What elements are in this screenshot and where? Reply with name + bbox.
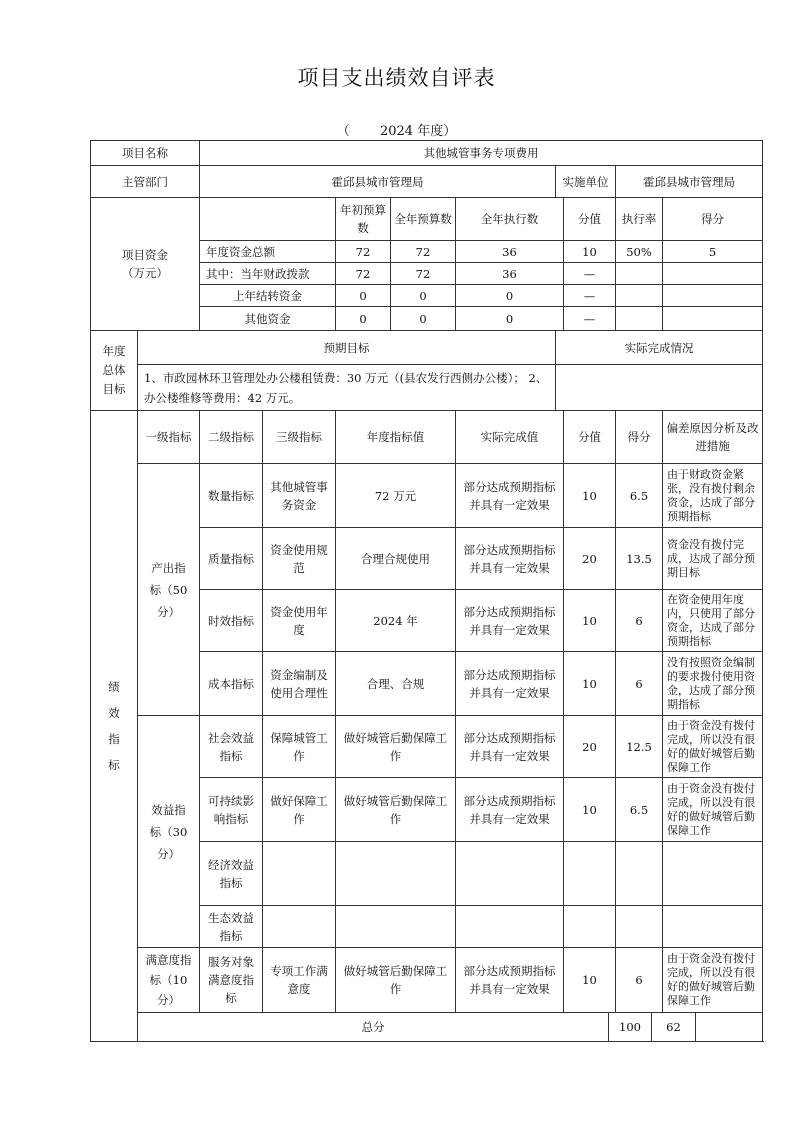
funds-row-annual: 72 <box>391 241 456 263</box>
funds-row-name: 其他资金 <box>200 307 336 331</box>
goals-label: 年度总体目标 <box>91 331 138 411</box>
funds-row-score-value: — <box>564 285 616 307</box>
dept-label: 主管部门 <box>91 166 200 198</box>
total-reason <box>696 1013 763 1042</box>
perf-reason <box>663 906 763 948</box>
perf-score: 6.5 <box>616 464 663 528</box>
funds-row-initial: 72 <box>336 263 391 285</box>
perf-level2: 数量指标 <box>200 464 263 528</box>
perf-level3: 保障城管工作 <box>263 716 336 778</box>
perf-actual: 部分达成预期指标并具有一定效果 <box>456 528 564 590</box>
perf-score: 6 <box>616 652 663 716</box>
perf-reason: 由于财政资金紧张，没有拨付剩余资金，达成了部分预期指标 <box>663 464 763 528</box>
perf-reason: 由于资金没有拨付完成，所以没有很好的做好城管后勤保障工作 <box>663 778 763 842</box>
perf-level3: 资金编制及使用合理性 <box>263 652 336 716</box>
funds-row-score <box>663 307 763 331</box>
goals-content-row <box>91 365 763 411</box>
perf-score: 6 <box>616 948 663 1013</box>
funds-row-exec: 0 <box>456 285 564 307</box>
perf-level3: 其他城管事务资金 <box>263 464 336 528</box>
perf-actual <box>456 842 564 906</box>
evaluation-table <box>90 140 763 1042</box>
funds-row-annual: 0 <box>391 307 456 331</box>
year-line <box>0 120 793 139</box>
perf-score <box>616 842 663 906</box>
perf-value: 20 <box>564 528 616 590</box>
funds-row-initial: 72 <box>336 241 391 263</box>
perf-level3: 做好保障工作 <box>263 778 336 842</box>
perf-row <box>91 716 763 778</box>
perf-level2: 可持续影响指标 <box>200 778 263 842</box>
perf-level3 <box>263 842 336 906</box>
funds-header-annual: 全年预算数 <box>391 198 456 241</box>
perf-actual: 部分达成预期指标并具有一定效果 <box>456 948 564 1013</box>
perf-value <box>564 906 616 948</box>
page-title: 项目支出绩效自评表 <box>297 66 496 90</box>
perf-level2: 服务对象满意度指标 <box>200 948 263 1013</box>
perf-header-score: 得分 <box>616 411 663 464</box>
perf-level2: 经济效益指标 <box>200 842 263 906</box>
funds-row-rate <box>616 307 663 331</box>
perf-target <box>336 906 456 948</box>
perf-target: 做好城管后勤保障工作 <box>336 778 456 842</box>
perf-target: 2024 年 <box>336 590 456 652</box>
perf-header-actual: 实际完成值 <box>456 411 564 464</box>
year-open-paren: （ <box>336 124 350 139</box>
funds-header-row <box>91 198 763 241</box>
funds-row-exec: 36 <box>456 241 564 263</box>
dept-value: 霍邱县城市管理局 <box>200 166 556 198</box>
perf-actual: 部分达成预期指标并具有一定效果 <box>456 464 564 528</box>
funds-header-rate: 执行率 <box>616 198 663 241</box>
perf-row <box>91 948 763 1013</box>
goals-expected-text: 1、市政园林环卫管理处办公楼租赁费：30 万元（(县农发行西侧办公楼）； 2、办公楼维修等费用：42 万元。 <box>138 365 556 411</box>
perf-group-name: 产出指标（50 分） <box>138 464 200 716</box>
funds-row-rate <box>616 285 663 307</box>
perf-reason: 由于资金没有拨付完成，所以没有很好的做好城管后勤保障工作 <box>663 716 763 778</box>
perf-header-level1: 一级指标 <box>138 411 200 464</box>
perf-level2: 生态效益指标 <box>200 906 263 948</box>
total-row <box>91 1013 763 1042</box>
perf-target: 做好城管后勤保障工作 <box>336 948 456 1013</box>
perf-level3: 资金使用规范 <box>263 528 336 590</box>
perf-actual: 部分达成预期指标并具有一定效果 <box>456 652 564 716</box>
project-name-label: 项目名称 <box>91 141 200 166</box>
perf-header-reason: 偏差原因分析及改进措施 <box>663 411 763 464</box>
perf-reason: 没有按照资金编制的要求拨付使用资金，达成了部分预期指标 <box>663 652 763 716</box>
perf-header-target: 年度指标值 <box>336 411 456 464</box>
funds-row-rate <box>616 263 663 285</box>
perf-header-level3: 三级指标 <box>263 411 336 464</box>
perf-value: 10 <box>564 652 616 716</box>
funds-header-exec: 全年执行数 <box>456 198 564 241</box>
perf-target: 72 万元 <box>336 464 456 528</box>
perf-actual: 部分达成预期指标并具有一定效果 <box>456 778 564 842</box>
perf-header-value: 分值 <box>564 411 616 464</box>
perf-header-row <box>91 411 763 464</box>
perf-label: 绩效指标 <box>91 411 138 1042</box>
perf-level3: 资金使用年度 <box>263 590 336 652</box>
total-label: 总分 <box>138 1013 609 1042</box>
perf-reason <box>663 842 763 906</box>
funds-label: 项目资金（万元） <box>91 198 200 331</box>
goals-actual-text <box>556 365 763 411</box>
funds-row-score <box>663 263 763 285</box>
perf-reason: 资金没有拨付完成，达成了部分预期目标 <box>663 528 763 590</box>
funds-row-name: 年度资金总额 <box>200 241 336 263</box>
perf-value: 20 <box>564 716 616 778</box>
funds-row-annual: 72 <box>391 263 456 285</box>
perf-actual: 部分达成预期指标并具有一定效果 <box>456 590 564 652</box>
total-score: 62 <box>652 1013 696 1042</box>
funds-header-initial: 年初预算数 <box>336 198 391 241</box>
perf-actual <box>456 906 564 948</box>
funds-header-score-value: 分值 <box>564 198 616 241</box>
funds-row-initial: 0 <box>336 307 391 331</box>
year-value: 2024 <box>379 124 414 139</box>
perf-level3: 专项工作满意度 <box>263 948 336 1013</box>
goals-header-row <box>91 331 763 365</box>
perf-value: 10 <box>564 948 616 1013</box>
perf-reason: 由于资金没有拨付完成，所以没有很好的做好城管后勤保障工作 <box>663 948 763 1013</box>
perf-header-level2: 二级指标 <box>200 411 263 464</box>
project-name-row <box>91 141 763 166</box>
perf-group-name: 满意度指标（10 分） <box>138 948 200 1013</box>
perf-target <box>336 842 456 906</box>
perf-target: 合理、合规 <box>336 652 456 716</box>
funds-row-annual: 0 <box>391 285 456 307</box>
perf-target: 做好城管后勤保障工作 <box>336 716 456 778</box>
goals-expected-label: 预期目标 <box>138 331 556 365</box>
impl-unit-label: 实施单位 <box>556 166 616 198</box>
impl-unit-value: 霍邱县城市管理局 <box>616 166 763 198</box>
perf-score: 6.5 <box>616 778 663 842</box>
funds-row-name: 其中：当年财政拨款 <box>200 263 336 285</box>
funds-row-initial: 0 <box>336 285 391 307</box>
perf-score: 13.5 <box>616 528 663 590</box>
perf-score: 6 <box>616 590 663 652</box>
perf-actual: 部分达成预期指标并具有一定效果 <box>456 716 564 778</box>
total-value: 100 <box>609 1013 652 1042</box>
perf-level2: 时效指标 <box>200 590 263 652</box>
funds-row-score: 5 <box>663 241 763 263</box>
perf-level2: 社会效益指标 <box>200 716 263 778</box>
funds-header-score: 得分 <box>663 198 763 241</box>
perf-value: 10 <box>564 590 616 652</box>
perf-group-name: 效益指标（30 分） <box>138 716 200 948</box>
funds-row-score-value: 10 <box>564 241 616 263</box>
funds-row-rate: 50% <box>616 241 663 263</box>
perf-value: 10 <box>564 464 616 528</box>
funds-row-name: 上年结转资金 <box>200 285 336 307</box>
funds-header-blank <box>200 198 336 241</box>
perf-level2: 成本指标 <box>200 652 263 716</box>
perf-value <box>564 842 616 906</box>
goals-actual-label: 实际完成情况 <box>556 331 763 365</box>
funds-row-score-value: — <box>564 263 616 285</box>
funds-row-exec: 0 <box>456 307 564 331</box>
perf-value: 10 <box>564 778 616 842</box>
project-name-value: 其他城管事务专项费用 <box>200 141 763 166</box>
perf-level2: 质量指标 <box>200 528 263 590</box>
dept-row <box>91 166 763 198</box>
funds-row-score <box>663 285 763 307</box>
perf-reason: 在资金使用年度内，只使用了部分资金，达成了部分预期指标 <box>663 590 763 652</box>
perf-target: 合理合规使用 <box>336 528 456 590</box>
funds-row-score-value: — <box>564 307 616 331</box>
perf-score <box>616 906 663 948</box>
perf-score: 12.5 <box>616 716 663 778</box>
year-suffix: 年度） <box>417 124 457 139</box>
perf-row <box>91 464 763 528</box>
funds-row-exec: 36 <box>456 263 564 285</box>
perf-level3 <box>263 906 336 948</box>
